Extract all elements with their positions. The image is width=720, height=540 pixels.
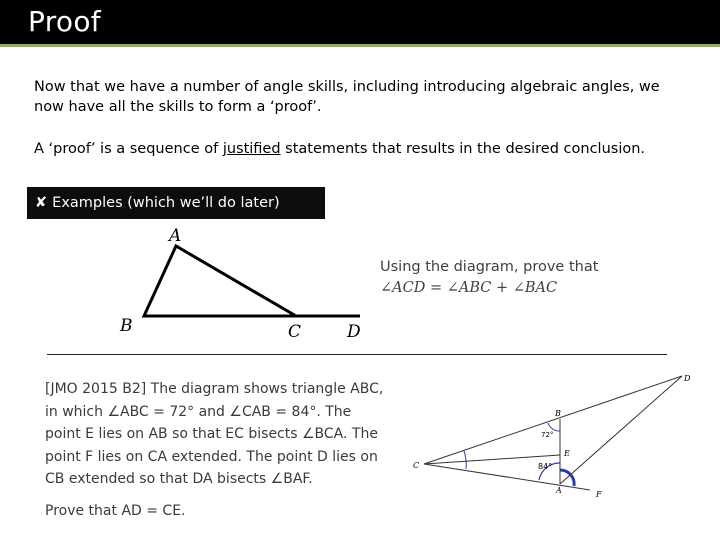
point-label-f2: F — [596, 490, 602, 499]
point-label-b: B — [120, 316, 133, 336]
slide-title: Proof — [28, 5, 101, 38]
point-label-c2: C — [413, 461, 420, 470]
intro-text: Now that we have a number of angle skills, including introducing algebraic angles, we now have all the skills to form a ‘proof’. — [34, 79, 660, 115]
definition-prefix: A ‘proof’ is a sequence of — [34, 141, 223, 157]
line-c-d — [424, 376, 682, 464]
jmo-prove-statement: Prove that AD = CE. — [45, 502, 186, 519]
point-label-a: A — [169, 226, 182, 246]
line-c-f — [424, 464, 590, 490]
angle-label-b: 72° — [541, 431, 554, 439]
definition-underlined-word: justified — [222, 141, 281, 157]
point-label-e2: E — [564, 449, 570, 458]
line-a-d — [560, 376, 682, 484]
example1-prompt-line: Using the diagram, prove that — [380, 259, 599, 275]
point-label-d2: D — [684, 374, 691, 383]
point-label-c: C — [288, 322, 302, 342]
cross-icon: ✘ — [35, 195, 48, 211]
example1-statement: ∠ACD = ∠ABC + ∠BAC — [380, 280, 558, 296]
angle-arc-b — [548, 423, 560, 431]
point-label-d: D — [347, 322, 361, 342]
jmo-problem-text: [JMO 2015 B2] The diagram shows triangle ABC, in which ∠ABC = 72° and ∠CAB = 84°. The point E lies on AB so that EC bisects ∠BCA. The point F lies on CA extended. The point D lies on CB extended so that DA bisects ∠BAF. — [45, 381, 384, 487]
definition-suffix: statements that results in the desired conclusion. — [280, 141, 646, 157]
angle-arc-c — [464, 451, 466, 469]
angle-label-a: 84° — [538, 462, 553, 471]
examples-banner-label: Examples (which we’ll do later) — [52, 195, 280, 211]
point-label-a2: A — [556, 486, 562, 495]
point-label-b2: B — [555, 409, 561, 418]
